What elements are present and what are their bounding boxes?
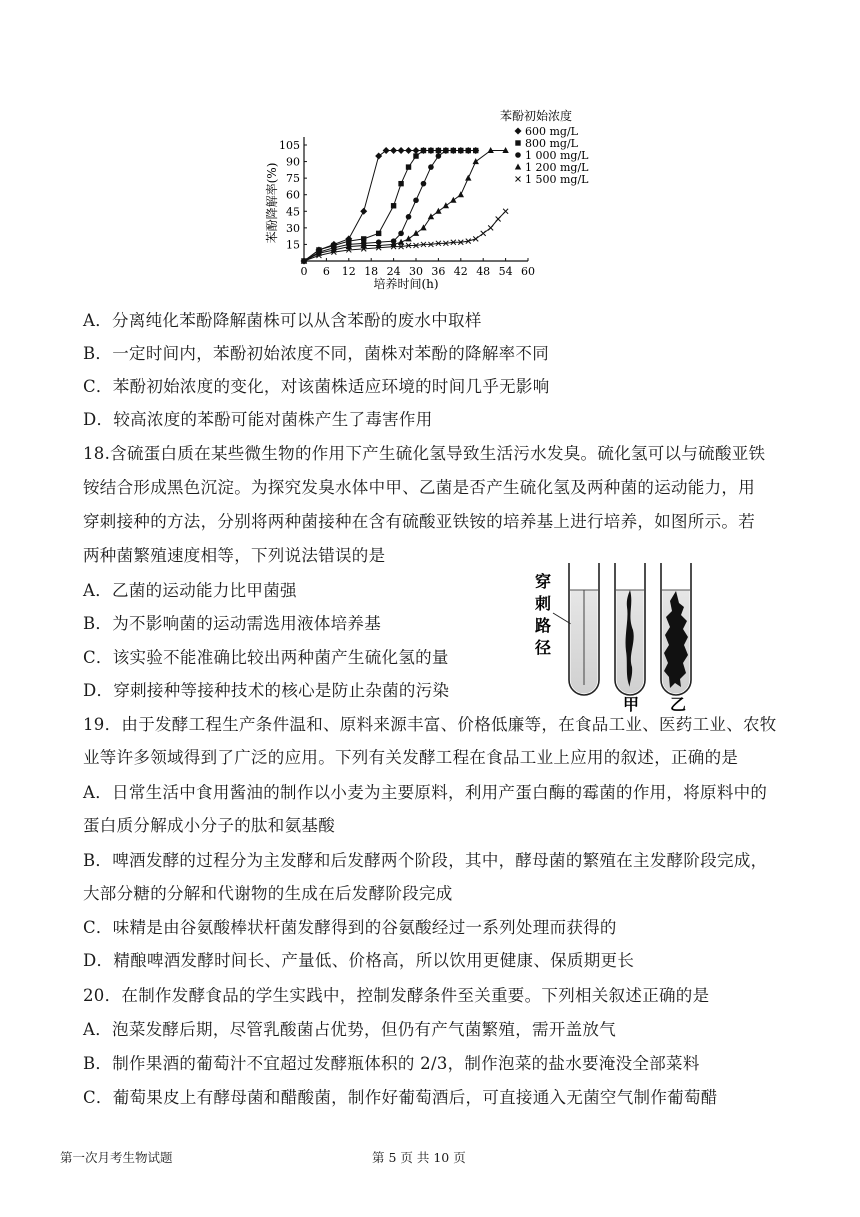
diamond-marker: [390, 147, 397, 154]
text-line: 穿刺接种的方法，分别将两种菌接种在含有硫酸亚铁铵的培养基上进行培养，如图所示。若: [83, 512, 755, 531]
legend-entry: 800 mg/L: [525, 137, 578, 150]
test-tube-jia: [615, 563, 645, 695]
text-line: D．穿刺接种等接种技术的核心是防止杂菌的污染: [83, 681, 450, 700]
circle-marker: [398, 231, 404, 237]
diamond-marker: [398, 147, 405, 154]
triangle-marker: [443, 202, 449, 208]
text-line: 19．由于发酵工程生产条件温和、原料来源丰富、价格低廉等，在食品工业、医药工业、农牧: [83, 715, 777, 734]
footer-left: 第一次月考生物试题: [60, 1150, 173, 1165]
y-tick-label: 15: [286, 238, 300, 252]
circle-marker: [443, 148, 449, 154]
square-marker: [428, 148, 433, 153]
triangle-marker: [450, 197, 456, 203]
text-line: C．味精是由谷氨酸棒状杆菌发酵得到的谷氨酸经过一系列处理而获得的: [83, 918, 617, 937]
circle-marker: [436, 153, 442, 159]
diamond-marker: [413, 147, 420, 154]
chart-series: [301, 147, 509, 264]
footer-page-number: 第 5 页 共 10 页: [372, 1150, 466, 1165]
square-marker: [436, 148, 441, 153]
text-line: A．日常生活中食用酱油的制作以小麦为主要原料，利用产蛋白酶的霉菌的作用，将原料中的: [83, 783, 768, 802]
stab-path-label-char-3: 路: [535, 616, 552, 635]
triangle-marker: [435, 208, 441, 214]
x-tick-label: 12: [341, 265, 356, 278]
text-line: C．该实验不能准确比较出两种菌产生硫化氢的量: [83, 648, 449, 667]
stab-path-label-char-4: 径: [535, 638, 552, 657]
circle-marker: [515, 152, 521, 158]
diamond-marker: [375, 153, 382, 160]
circle-marker: [465, 148, 471, 154]
text-line: C．苯酚初始浓度的变化，对该菌株适应环境的时间几乎无影响: [83, 377, 550, 396]
x-tick-label: 24: [386, 265, 401, 278]
stab-path-label-char-2: 刺: [535, 594, 552, 613]
diamond-marker: [383, 147, 390, 154]
text-line: C．葡萄果皮上有酵母菌和醋酸菌，制作好葡萄酒后，可直接通入无菌空气制作葡萄醋: [83, 1088, 718, 1107]
series-5: [302, 209, 509, 264]
legend-entry: 1 000 mg/L: [525, 149, 589, 162]
circle-marker: [428, 164, 434, 170]
tube-label-jia: 甲: [623, 695, 640, 714]
diamond-marker: [515, 128, 522, 135]
text-line: 18.含硫蛋白质在某些微生物的作用下产生硫化氢导致生活污水发臭。硫化氢可以与硫酸亚铁: [83, 444, 766, 463]
triangle-marker: [405, 235, 411, 241]
stab-culture-figure: [525, 555, 725, 715]
text-line: B．一定时间内，苯酚初始浓度不同，菌株对苯酚的降解率不同: [83, 344, 550, 363]
chart-legend: [500, 108, 589, 186]
x-tick-label: 18: [364, 265, 379, 278]
circle-marker: [413, 197, 419, 203]
text-line: 业等许多领域得到了广泛的应用。下列有关发酵工程在食品工业上应用的叙述，正确的是: [83, 748, 739, 767]
text-line: B．为不影响菌的运动需选用液体培养基: [83, 614, 382, 633]
text-line: D．精酿啤酒发酵时间长、产量低、价格高，所以饮用更健康、保质期更长: [83, 951, 635, 970]
x-tick-label: 48: [476, 265, 491, 278]
x-tick-label: 54: [498, 265, 513, 278]
legend-title: 苯酚初始浓度: [500, 109, 573, 123]
text-line: B．啤酒发酵的过程分为主发酵和后发酵两个阶段，其中，酵母菌的繁殖在主发酵阶段完成，: [83, 851, 768, 870]
text-line: 大部分糖的分解和代谢物的生成在后发酵阶段完成: [83, 884, 453, 903]
stab-path-label-char-1: 穿: [535, 572, 552, 591]
x-axis-label: 培养时间(h): [373, 277, 439, 291]
square-marker: [413, 153, 418, 158]
triangle-marker: [458, 191, 464, 197]
text-line: 两种菌繁殖速度相等，下列说法错误的是: [83, 546, 386, 565]
legend-entry: 1 500 mg/L: [525, 173, 589, 186]
triangle-marker: [465, 175, 471, 181]
y-tick-label: 105: [279, 139, 300, 152]
phenol-degradation-chart: [0, 0, 860, 300]
series-line: [304, 211, 506, 261]
x-tick-label: 36: [431, 265, 446, 278]
diamond-marker: [360, 208, 367, 215]
triangle-marker: [413, 230, 419, 236]
square-marker: [398, 181, 403, 186]
legend-entry: 600 mg/L: [525, 125, 578, 138]
circle-marker: [473, 148, 479, 154]
legend-entry: 1 200 mg/L: [525, 161, 589, 174]
text-line: D．较高浓度的苯酚可能对菌株产生了毒害作用: [83, 410, 433, 429]
triangle-marker: [473, 158, 479, 164]
tube-label-yi: 乙: [670, 695, 687, 714]
text-line: A．分离纯化苯酚降解菌株可以从含苯酚的废水中取样: [83, 311, 482, 330]
text-line: 铵结合形成黑色沉淀。为探究发臭水体中甲、乙菌是否产生硫化氢及两种菌的运动能力，用: [83, 478, 755, 497]
y-tick-label: 45: [286, 205, 300, 219]
diamond-marker: [405, 147, 412, 154]
text-line: B．制作果酒的葡萄汁不宜超过发酵瓶体积的 2/3，制作泡菜的盐水要淹没全部菜料: [83, 1054, 700, 1073]
y-axis-label: 苯酚降解率(%): [265, 162, 279, 244]
y-tick-label: 60: [286, 188, 300, 202]
y-tick-label: 30: [286, 221, 300, 235]
x-tick-label: 6: [322, 265, 330, 278]
test-tube-control: [569, 563, 599, 695]
square-marker: [421, 148, 426, 153]
text-line: A．乙菌的运动能力比甲菌强: [83, 581, 297, 600]
triangle-marker: [515, 164, 521, 170]
circle-marker: [458, 148, 464, 154]
x-tick-label: 0: [300, 265, 308, 278]
y-tick-label: 90: [286, 155, 300, 169]
circle-marker: [451, 148, 457, 154]
x-tick-label: 42: [453, 265, 468, 278]
text-line: 20．在制作发酵食品的学生实践中，控制发酵条件至关重要。下列相关叙述正确的是: [83, 986, 710, 1005]
triangle-marker: [428, 213, 434, 219]
x-tick-label: 60: [521, 265, 535, 278]
test-tube-yi: [661, 563, 691, 695]
square-marker: [406, 164, 411, 169]
square-marker: [376, 231, 381, 236]
text-line: A．泡菜发酵后期，尽管乳酸菌占优势，但仍有产气菌繁殖，需开盖放气: [83, 1020, 617, 1039]
square-marker: [391, 203, 396, 208]
circle-marker: [406, 214, 412, 220]
square-marker: [515, 140, 520, 145]
circle-marker: [421, 181, 427, 187]
x-tick-label: 30: [409, 265, 423, 278]
chart-axes: [264, 137, 535, 291]
y-tick-label: 75: [286, 172, 300, 186]
text-line: 蛋白质分解成小分子的肽和氨基酸: [83, 816, 335, 835]
